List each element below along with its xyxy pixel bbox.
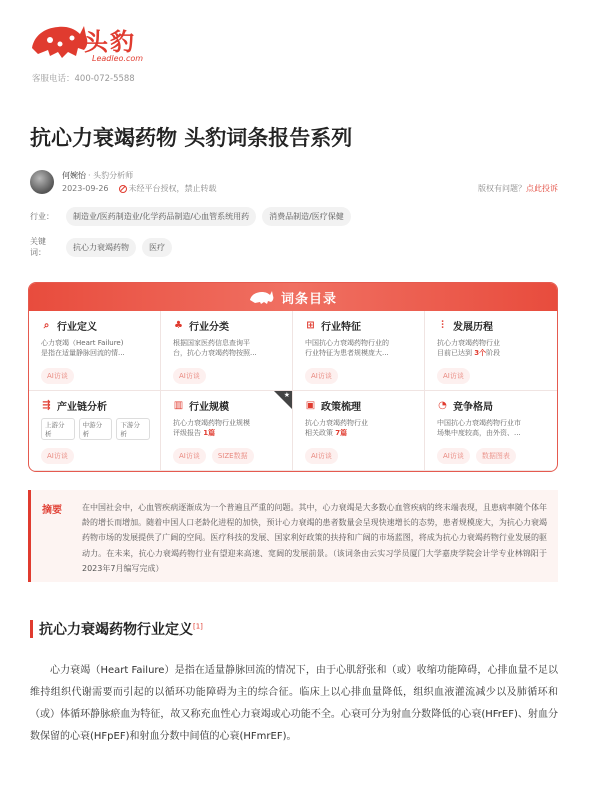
toc-item-desc: 抗心力衰竭药物行业 相关政策 7篇 [305, 419, 368, 437]
toc-item-market-size[interactable] [161, 391, 293, 471]
abstract-label: 摘要 [42, 505, 62, 516]
data-chart-button[interactable]: 数据图表 [476, 448, 516, 464]
abstract-box [28, 490, 558, 582]
timeline-icon: ⫶ [441, 320, 444, 331]
toc-item-desc: 抗心力衰竭药物行业 目前已达到 3个阶段 [437, 339, 501, 357]
definition-paragraph: 心力衰竭（Heart Failure）是指在适量静脉回流的情况下，由于心肌舒张和（或）收缩功能障碍，心排血量不足以维持组织代谢需要而引起的以循环功能障碍为主的综合征。临床上以心排血量降低，组织血液灌流减少以及肺循环和（或）体循环静脉瘀血为特征，故又称充血性心力衰竭或心功能不全。心衰可分为射血分数降低的心衰(HFrEF)、射血分数保留的心衰(HFpEF)和射血分数中间值的心衰(HFmrEF)。 [30, 665, 558, 742]
hierarchy-icon: ♣ [174, 320, 183, 331]
toc-item-desc: 心力衰竭（Heart Failure) 是指在适量静脉回流的情... [41, 339, 125, 357]
ai-interview-button[interactable]: AI访谈 [173, 368, 206, 384]
leopard-icon [249, 289, 275, 305]
policy-icon: ▣ [305, 400, 316, 411]
author-role: · 头豹分析师 [88, 171, 134, 180]
publish-date: 2023-09-26 [62, 184, 109, 193]
industry-label: 行业： [30, 212, 54, 221]
magnifier-icon: ⌕ [43, 320, 50, 331]
bar-chart-icon: ▥ [173, 400, 184, 411]
ai-interview-button[interactable]: AI访谈 [305, 368, 338, 384]
toc-item-desc: 根据国家医药信息查询平 台，抗心力衰竭药物按照... [173, 339, 257, 357]
copyright-complaint [478, 183, 558, 194]
logo-wordmark: 头豹 [84, 28, 136, 56]
keyword-tag[interactable]: 医疗 [142, 238, 172, 257]
toc-item-desc: 抗心力衰竭药物行业规模 评级报告 1篇 [173, 419, 250, 437]
toc-item-title: 行业规模 [189, 402, 229, 413]
toc-item-features[interactable] [293, 311, 425, 391]
avatar [30, 170, 54, 194]
feature-grid-icon: ⊞ [306, 320, 315, 331]
toc-item-title: 政策梳理 [321, 402, 361, 413]
ai-interview-button[interactable]: AI访谈 [437, 368, 470, 384]
author-line [62, 170, 133, 181]
toc-card [28, 282, 558, 472]
no-reprint-notice [119, 183, 217, 194]
industry-tags [30, 207, 351, 226]
chain-pills [41, 418, 150, 440]
customer-hotline: 客服电话：400-072-5588 [32, 74, 135, 84]
complaint-link[interactable]: 点此投诉 [526, 184, 558, 193]
toc-item-history[interactable] [425, 311, 557, 391]
author-name: 何婉怡 [62, 171, 86, 180]
industry-tag[interactable]: 制造业/医药制造业/化学药品制造/心血管系统用药 [66, 207, 256, 226]
upstream-pill[interactable]: 上游分析 [41, 418, 75, 440]
ai-interview-button[interactable]: AI访谈 [41, 368, 74, 384]
pie-chart-icon: ◔ [438, 400, 447, 411]
toc-item-title: 行业分类 [189, 322, 229, 333]
toc-item-competition[interactable] [425, 391, 557, 471]
toc-item-industry-chain[interactable] [29, 391, 161, 471]
copyright-question: 版权有问题？ [478, 184, 526, 193]
toc-title: 词条目录 [280, 291, 337, 307]
prohibited-icon [119, 185, 127, 193]
keyword-tag[interactable]: 抗心力衰竭药物 [66, 238, 136, 257]
ai-interview-button[interactable]: AI访谈 [173, 448, 206, 464]
chain-icon: ⇶ [42, 400, 51, 411]
ai-interview-button[interactable]: AI访谈 [41, 448, 74, 464]
section-heading [30, 619, 203, 639]
ai-interview-button[interactable]: AI访谈 [305, 448, 338, 464]
toc-item-desc: 中国抗心力衰竭药物行业市 场集中度较高，由外资、... [437, 419, 521, 437]
reference-link[interactable]: [1] [193, 622, 203, 631]
toc-item-policy[interactable] [293, 391, 425, 471]
toc-item-definition[interactable] [29, 311, 161, 391]
downstream-pill[interactable]: 下游分析 [116, 418, 150, 440]
industry-tag[interactable]: 消费品制造/医疗保健 [262, 207, 351, 226]
toc-item-title: 产业链分析 [57, 402, 107, 413]
keyword-label: 关键词： [30, 237, 46, 257]
size-data-button[interactable]: SIZE数据 [212, 448, 254, 464]
keyword-tags [30, 236, 172, 258]
publish-meta [62, 183, 217, 194]
toc-item-classification[interactable] [161, 311, 293, 391]
section-title: 抗心力衰竭药物行业定义 [39, 622, 193, 638]
logo-domain: Leadleo.com [92, 54, 144, 63]
toc-item-title: 行业定义 [57, 322, 97, 333]
star-icon: ★ [283, 391, 290, 399]
toc-item-title: 竞争格局 [453, 402, 493, 413]
heading-accent-bar [30, 620, 33, 638]
no-reprint-text: 未经平台授权，禁止转载 [128, 184, 217, 193]
midstream-pill[interactable]: 中游分析 [79, 418, 113, 440]
toc-item-desc: 中国抗心力衰竭药物行业的 行业特征为患者规模庞大... [305, 339, 389, 357]
page-title: 抗心力衰竭药物 头豹词条报告系列 [30, 126, 353, 150]
ai-interview-button[interactable]: AI访谈 [437, 448, 470, 464]
toc-item-title: 发展历程 [453, 322, 493, 333]
toc-header [29, 283, 557, 311]
abstract-text: 在中国社会中，心血管疾病逐渐成为一个普遍且严重的问题。其中，心力衰竭是大多数心血管疾病的终末端表现，且患病率随个体年龄的增长而增加。随着中国人口老龄化进程的加快，预计心力衰竭的患者数量会呈现快速增长的态势，患者规模庞大，为抗心力衰竭药物市场的发展提供了广阔的空间。医疗科技的发展、国家利好政策的扶持和广阔的市场蓝图，将成为抗心力衰竭药物行业发展的驱动力。在未来，抗心力衰竭药物行业有望迎来高速、宽阔的发展前景。（该词条由云实习学员厦门大学嘉庚学院会计学专业林锦阳于2023年7月编写完成） [82, 503, 547, 573]
toc-item-title: 行业特征 [321, 322, 361, 333]
